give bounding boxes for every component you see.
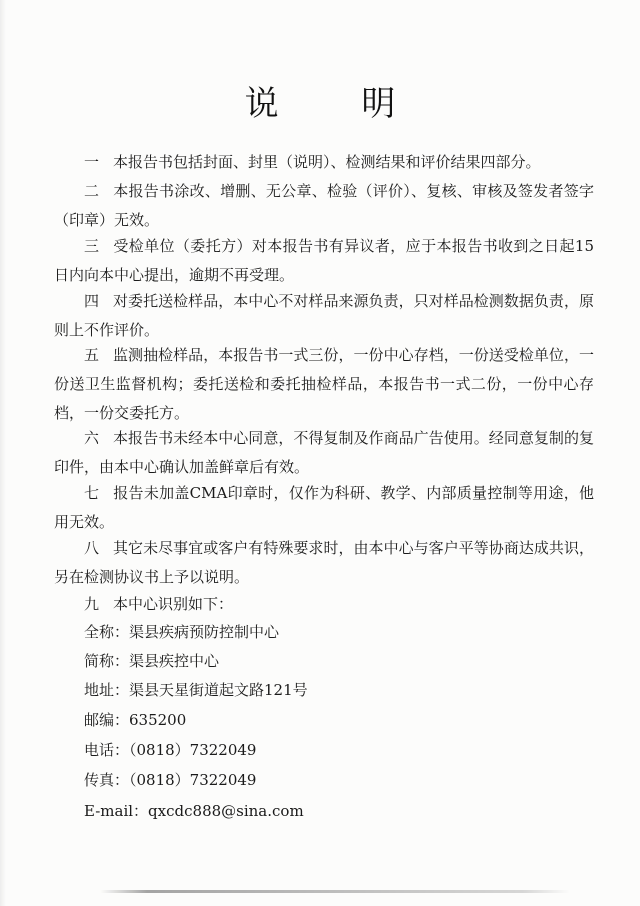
page-bottom-edge	[100, 890, 570, 893]
clause-number: 六	[84, 429, 100, 447]
clause-number: 九	[84, 595, 100, 613]
phone: 电话：（0818）7322049	[84, 741, 257, 759]
email: E-mail：qxcdc888@sina.com	[84, 802, 304, 820]
full-name: 全称：渠县疾病预防控制中心	[84, 623, 280, 641]
clause-number: 七	[84, 484, 100, 502]
clause-text: 监测抽检样品，本报告书一式三份，一份中心存档，一份送受检单位，一份送卫生监督机构；委托送检和委托抽检样品，本报告书一式二份，一份中心存档，一份交委托方。	[54, 346, 594, 422]
clause-text: 本报告书包括封面、封里（说明）、检测结果和评价结果四部分。	[113, 153, 541, 171]
clause-number: 一	[84, 153, 100, 171]
clause-number: 五	[84, 346, 100, 364]
clause-number: 二	[84, 182, 100, 200]
postcode: 邮编：635200	[84, 711, 187, 729]
identity-heading	[84, 594, 233, 614]
fax: 传真：（0818）7322049	[84, 771, 257, 789]
clause-text: 对委托送检样品，本中心不对样品来源负责，只对样品检测数据负责，原则上不作评价。	[54, 292, 594, 339]
clause-text: 其它未尽事宜或客户有特殊要求时，由本中心与客户平等协商达成共识，另在检测协议书上予以说明。	[54, 539, 594, 586]
scan-shadow	[0, 0, 6, 906]
clause-text: 受检单位（委托方）对本报告书有异议者，应于本报告书收到之日起15日内向本中心提出，逾期不再受理。	[54, 237, 594, 284]
clause-8	[54, 534, 594, 592]
clause-6	[54, 424, 594, 482]
clause-number: 四	[84, 292, 100, 310]
clause-5	[54, 341, 594, 428]
clause-4	[54, 287, 594, 345]
address: 地址：渠县天星街道起文路121号	[84, 681, 308, 699]
clause-text: 报告未加盖CMA印章时，仅作为科研、教学、内部质量控制等用途，他用无效。	[54, 484, 594, 531]
clause-2	[54, 177, 594, 235]
clause-text: 本报告书涂改、增删、无公章、检验（评价）、复核、审核及签发者签字（印章）无效。	[54, 182, 594, 229]
identity-heading-text: 本中心识别如下：	[113, 595, 234, 613]
short-name: 简称：渠县疾控中心	[84, 652, 220, 670]
page-title: 说 明	[244, 84, 432, 124]
clause-1	[54, 148, 594, 177]
clause-number: 三	[84, 237, 100, 255]
clause-3	[54, 232, 594, 290]
clause-7	[54, 479, 594, 537]
clause-text: 本报告书未经本中心同意，不得复制及作商品广告使用。经同意复制的复印件，由本中心确认加盖鲜章后有效。	[54, 429, 594, 476]
clause-number: 八	[84, 539, 100, 557]
